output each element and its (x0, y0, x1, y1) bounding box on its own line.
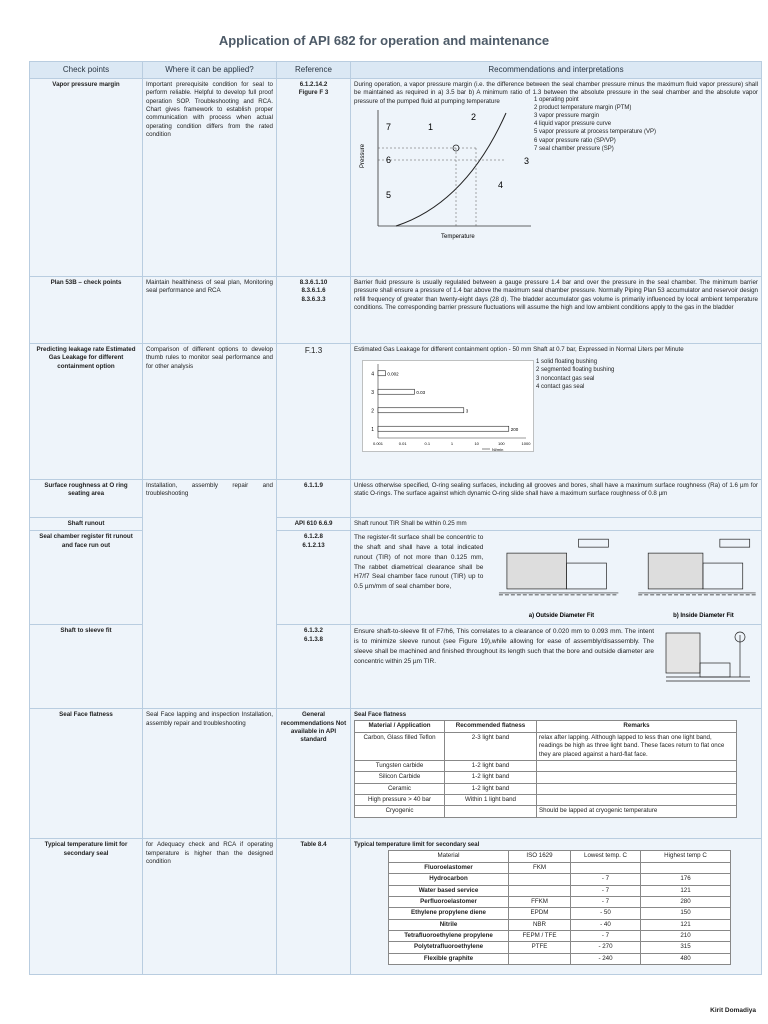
data-label: 0.03 (416, 390, 426, 396)
check-point: Seal Face flatness (30, 709, 143, 839)
header-reference: Reference (277, 62, 351, 79)
reference (277, 531, 351, 625)
leak-legend (536, 358, 614, 390)
table-row (389, 930, 731, 941)
flatness-table (354, 720, 737, 817)
check-point: Predicting leakage rate Estimated Gas Leakage for different containment option (30, 344, 143, 480)
cell: High pressure > 40 bar (355, 794, 445, 805)
check-point: Shaft runout (30, 518, 143, 531)
fig-caption: a) Outside Diameter Fit (529, 613, 595, 620)
tick-label: 100 (497, 441, 505, 447)
legend-item: 2 segmented floating bushing (536, 367, 615, 374)
cell: - 240 (571, 953, 641, 964)
recommendation (351, 709, 762, 839)
bar (378, 390, 414, 395)
cell: - 7 (571, 930, 641, 941)
legend-item: 6 vapor pressure ratio (SP/VP) (534, 137, 616, 144)
vapor-legend (534, 96, 656, 153)
cell: 210 (641, 930, 731, 941)
table-row (355, 794, 737, 805)
legend-item: 2 product temperature margin (PTM) (534, 105, 632, 112)
cell: - 7 (571, 885, 641, 896)
fig-label: 5 (386, 190, 392, 201)
vapor-pressure-figure (356, 108, 536, 244)
recommendation (351, 625, 762, 709)
fig-label: 2 (471, 112, 477, 123)
sub-table-header (389, 851, 731, 862)
cell: relax after lapping. Although lapped to less than one light band, readings be high as three light band. These faces return to flat once they are placed against a hard-flat face. (537, 732, 737, 760)
tick-label: 0.001 (372, 441, 384, 447)
api682-table (29, 61, 762, 975)
cell: Nitrile (389, 919, 509, 930)
sub-table-header (355, 721, 737, 732)
check-point: Typical temperature limit for secondary seal (30, 839, 143, 975)
cell: - 7 (571, 874, 641, 885)
cell: Flexible graphite (389, 953, 509, 964)
cell: Tetrafluoroethylene propylene (389, 930, 509, 941)
legend-item: 4 contact gas seal (536, 383, 585, 390)
cell: 1-2 light band (445, 760, 537, 771)
author-name: Kirit Domadiya (710, 1007, 756, 1014)
reference: 6.1.1.9 (277, 480, 351, 518)
recommendation (351, 531, 762, 625)
reference-line: 6.1.2.14.2 (299, 81, 328, 88)
sub-table-title: Seal Face flatness (354, 712, 407, 719)
table-row (355, 760, 737, 771)
reference (277, 79, 351, 277)
recommendation: Unless otherwise specified, O-ring sealing surfaces, including all grooves and bores, shall have a maximum surface roughness (Ra) of 1.6 µm for static O-rings. The surface against which dynamic O-ring slide shall have a maximum surface roughness of 0.8 µm (351, 480, 762, 518)
table-row (30, 79, 762, 277)
category-label: 4 (371, 371, 374, 378)
legend-item: 3 noncontact gas seal (536, 375, 595, 382)
legend-item: 1 operating point (534, 97, 579, 104)
data-label: 3 (465, 408, 469, 414)
table-row (389, 942, 731, 953)
legend-item: 7 seal chamber pressure (SP) (534, 145, 614, 152)
tick-label: 1 (450, 441, 454, 447)
where-applied: for Adequacy check and RCA if operating temperature is higher than the designed condition (143, 839, 277, 975)
fig-label: 6 (386, 155, 392, 166)
reference: Table 8.4 (277, 839, 351, 975)
cell: NBR (509, 919, 571, 930)
recommendation: Shaft runout TIR Shall be within 0.25 mm (351, 518, 762, 531)
recommendation-text: Ensure shaft-to-sleeve fit of F7/h6, This correlates to a clearance of 0.020 mm to 0.093 mm. The intent is to minimize sleeve runout (see Figure 19),while allowing for ease of assembly/disassembly. The sleeve shall be machined and finished throughout its length such that the bore and outside diameter are concentric within 25 µm TIR. (354, 628, 654, 665)
reference (277, 625, 351, 709)
legend-item: 3 vapor pressure margin (534, 113, 600, 120)
table-row (30, 531, 762, 625)
recommendation-text: The register-fit surface shall be concentric to the shaft and shall have a total indicated runout (TIR) of not more than 0.125 mm, The rabbet diametrical clearance shall be H7/f7 Seal chamber face runout (TIR) up to 0.5 µm/mm of seal chamber bore, (354, 534, 484, 591)
cell: Ethylene propylene diene (389, 908, 509, 919)
sub-header: Material (389, 851, 509, 862)
cell: 150 (641, 908, 731, 919)
reference (277, 277, 351, 344)
recommendation: Barrier fluid pressure is usually regulated between a gauge pressure 1.4 bar and over the pressure in the seal chamber. The minimum barrier pressure shall ensure a pressure of 1.4 bar above the maximum seal chamber pressure. Normally Piping Plan 53 accumulator and reservoir design refill frequency of greater than twenty-eight days (28 d). The bladder accumulator gas volume is primarily influenced by local ambient temperature conditions. The corresponding barrier pressure fluctuations will assume the high and low ambient conditions apply to the gas in the bladder (351, 277, 762, 344)
reference: F.1.3 (277, 344, 351, 480)
fig-label: 1 (428, 122, 434, 133)
data-label: 0.002 (387, 371, 399, 377)
where-applied: Seal Face lapping and inspection Installation, assembly repair and troubleshooting (143, 709, 277, 839)
table-row (30, 277, 762, 344)
where-applied: Important prerequisite condition for seal to perform reliable. Helpful to develop full proof operation SOP. Troubleshooting and RCA. Chart gives framework to establish proper communication with process when actual operating condition differs from the rated condition (143, 79, 277, 277)
temperature-table (388, 850, 731, 965)
table-row (355, 732, 737, 760)
table-row (389, 896, 731, 907)
cell: Should be lapped at cryogenic temperature (537, 806, 737, 817)
cell (537, 760, 737, 771)
table-row (389, 885, 731, 896)
tick-label: 10 (474, 441, 479, 447)
cell: Hydrocarbon (389, 874, 509, 885)
cell: Cryogenic (355, 806, 445, 817)
recommendation-text: Estimated Gas Leakage for different containment option - 50 mm Shaft at 0.7 bar, Expressed in Normal Liters per Minute (354, 346, 684, 353)
cell: Silicon Carbide (355, 772, 445, 783)
cell: EPDM (509, 908, 571, 919)
sub-header: Lowest temp. C (571, 851, 641, 862)
data-label: 200 (510, 427, 519, 433)
cell: FFKM (509, 896, 571, 907)
cell: - 50 (571, 908, 641, 919)
recommendation (351, 79, 762, 277)
header-check-points: Check points (30, 62, 143, 79)
sub-header: Highest temp C (641, 851, 731, 862)
cell: Polytetrafluoroethylene (389, 942, 509, 953)
tick-label: 0.01 (398, 441, 407, 447)
check-point: Shaft to sleeve fit (30, 625, 143, 709)
reference-line: 8.3.6.3.3 (301, 295, 326, 303)
cell: 2-3 light band (445, 732, 537, 760)
where-applied: Installation, assembly repair and troubleshooting (143, 480, 277, 709)
table-row (30, 625, 762, 709)
reference: API 610 6.6.9 (277, 518, 351, 531)
cell: Fluoroelastomer (389, 862, 509, 873)
cell: 1-2 light band (445, 783, 537, 794)
where-applied: Maintain healthiness of seal plan, Monitoring seal performance and RCA (143, 277, 277, 344)
table-row (30, 839, 762, 975)
fig-ylabel: Pressure (360, 144, 366, 169)
recommendation (351, 344, 762, 480)
fig-label: 3 (524, 156, 530, 167)
reference-line: 6.1.2.13 (302, 541, 325, 549)
cell: 1-2 light band (445, 772, 537, 783)
table-row (355, 783, 737, 794)
cell (537, 783, 737, 794)
tick-label: 0.1 (424, 441, 431, 447)
register-fit-figure (489, 533, 758, 621)
reference-line: 6.1.3.8 (304, 635, 323, 643)
page-title: Application of API 682 for operation and maintenance (218, 33, 550, 48)
fig-label: 7 (386, 122, 392, 133)
cell: - 270 (571, 942, 641, 953)
table-row (355, 806, 737, 817)
cell: - 7 (571, 896, 641, 907)
cell: Perfluoroelastomer (389, 896, 509, 907)
cell: Carbon, Glass filled Teflon (355, 732, 445, 760)
cell (537, 772, 737, 783)
tick-label: 1000 (521, 441, 531, 447)
cell: Ceramic (355, 783, 445, 794)
header-where-applied: Where it can be applied? (143, 62, 277, 79)
sub-header: ISO 1629 (509, 851, 571, 862)
cell: Tungsten carbide (355, 760, 445, 771)
category-label: 2 (371, 408, 374, 415)
recommendation-text: During operation, a vapor pressure margin (i.e. the difference between the seal chamber pressure minus the maximum fluid vapor pressure) shall be maintained as required in a) 3.5 bar b) A minimum ratio of 1.3 between the absolute pressure in the seal chamber and the absolute vapor pressure of the pumped fluid at pumping temperature (354, 81, 758, 105)
sub-header: Material / Application (355, 721, 445, 732)
legend-item: 1 solid floating bushing (536, 359, 598, 366)
cell (537, 794, 737, 805)
leakage-chart (362, 360, 534, 452)
cell (509, 885, 571, 896)
table-row (389, 862, 731, 873)
where-applied: Comparison of different options to develop thumb rules to monitor seal performance and for other analysis (143, 344, 277, 480)
recommendation (351, 839, 762, 975)
reference-line: 8.3.6.1.6 (301, 287, 326, 295)
reference: General recommendations Not available in API standard (277, 709, 351, 839)
cell: FKM (509, 862, 571, 873)
cell: - 40 (571, 919, 641, 930)
category-label: 3 (371, 390, 374, 397)
cell: 121 (641, 885, 731, 896)
table-row (30, 344, 762, 480)
check-point: Plan 53B – check points (30, 277, 143, 344)
fig-xlabel: Temperature (441, 234, 475, 241)
bar (378, 371, 385, 376)
fig-label: 4 (498, 180, 504, 191)
bar (378, 427, 509, 432)
sub-table-title: Typical temperature limit for secondary seal (354, 842, 480, 849)
cell: Water based service (389, 885, 509, 896)
table-row (389, 919, 731, 930)
cell (509, 874, 571, 885)
reference-line: 8.3.6.1.10 (299, 279, 328, 286)
reference-line: 6.1.2.8 (304, 533, 323, 541)
check-point: Seal chamber register fit runout and face run out (30, 531, 143, 625)
sub-header: Remarks (537, 721, 737, 732)
cell: 176 (641, 874, 731, 885)
cell: PTFE (509, 942, 571, 953)
bar (378, 408, 464, 413)
sub-header: Recommended flatness (445, 721, 537, 732)
table-row (30, 709, 762, 839)
legend-item: 5 vapor pressure at process temperature (VP) (534, 129, 657, 136)
table-row (389, 953, 731, 964)
cell: Within 1 light band (445, 794, 537, 805)
check-point: Surface roughness at O ring seating area (30, 480, 143, 518)
x-axis-label: Nl/min (492, 447, 504, 453)
category-label: 1 (371, 427, 374, 434)
reference-line: 6.1.3.2 (304, 627, 323, 635)
cell (445, 806, 537, 817)
check-point: Vapor pressure margin (30, 79, 143, 277)
table-row (30, 480, 762, 518)
cell: 315 (641, 942, 731, 953)
legend-item: 4 liquid vapor pressure curve (534, 121, 612, 128)
cell (641, 862, 731, 873)
table-row (389, 908, 731, 919)
cell: 480 (641, 953, 731, 964)
table-row (30, 518, 762, 531)
sleeve-figure (662, 627, 754, 693)
table-header-row (30, 62, 762, 79)
cell: FEPM / TFE (509, 930, 571, 941)
cell (509, 953, 571, 964)
cell: 121 (641, 919, 731, 930)
cell: 280 (641, 896, 731, 907)
fig-caption: b) Inside Diameter Fit (673, 613, 735, 620)
table-row (389, 874, 731, 885)
cell (571, 862, 641, 873)
header-recommendations: Recommendations and interpretations (351, 62, 762, 79)
table-row (355, 772, 737, 783)
reference-line: Figure F 3 (298, 89, 329, 97)
